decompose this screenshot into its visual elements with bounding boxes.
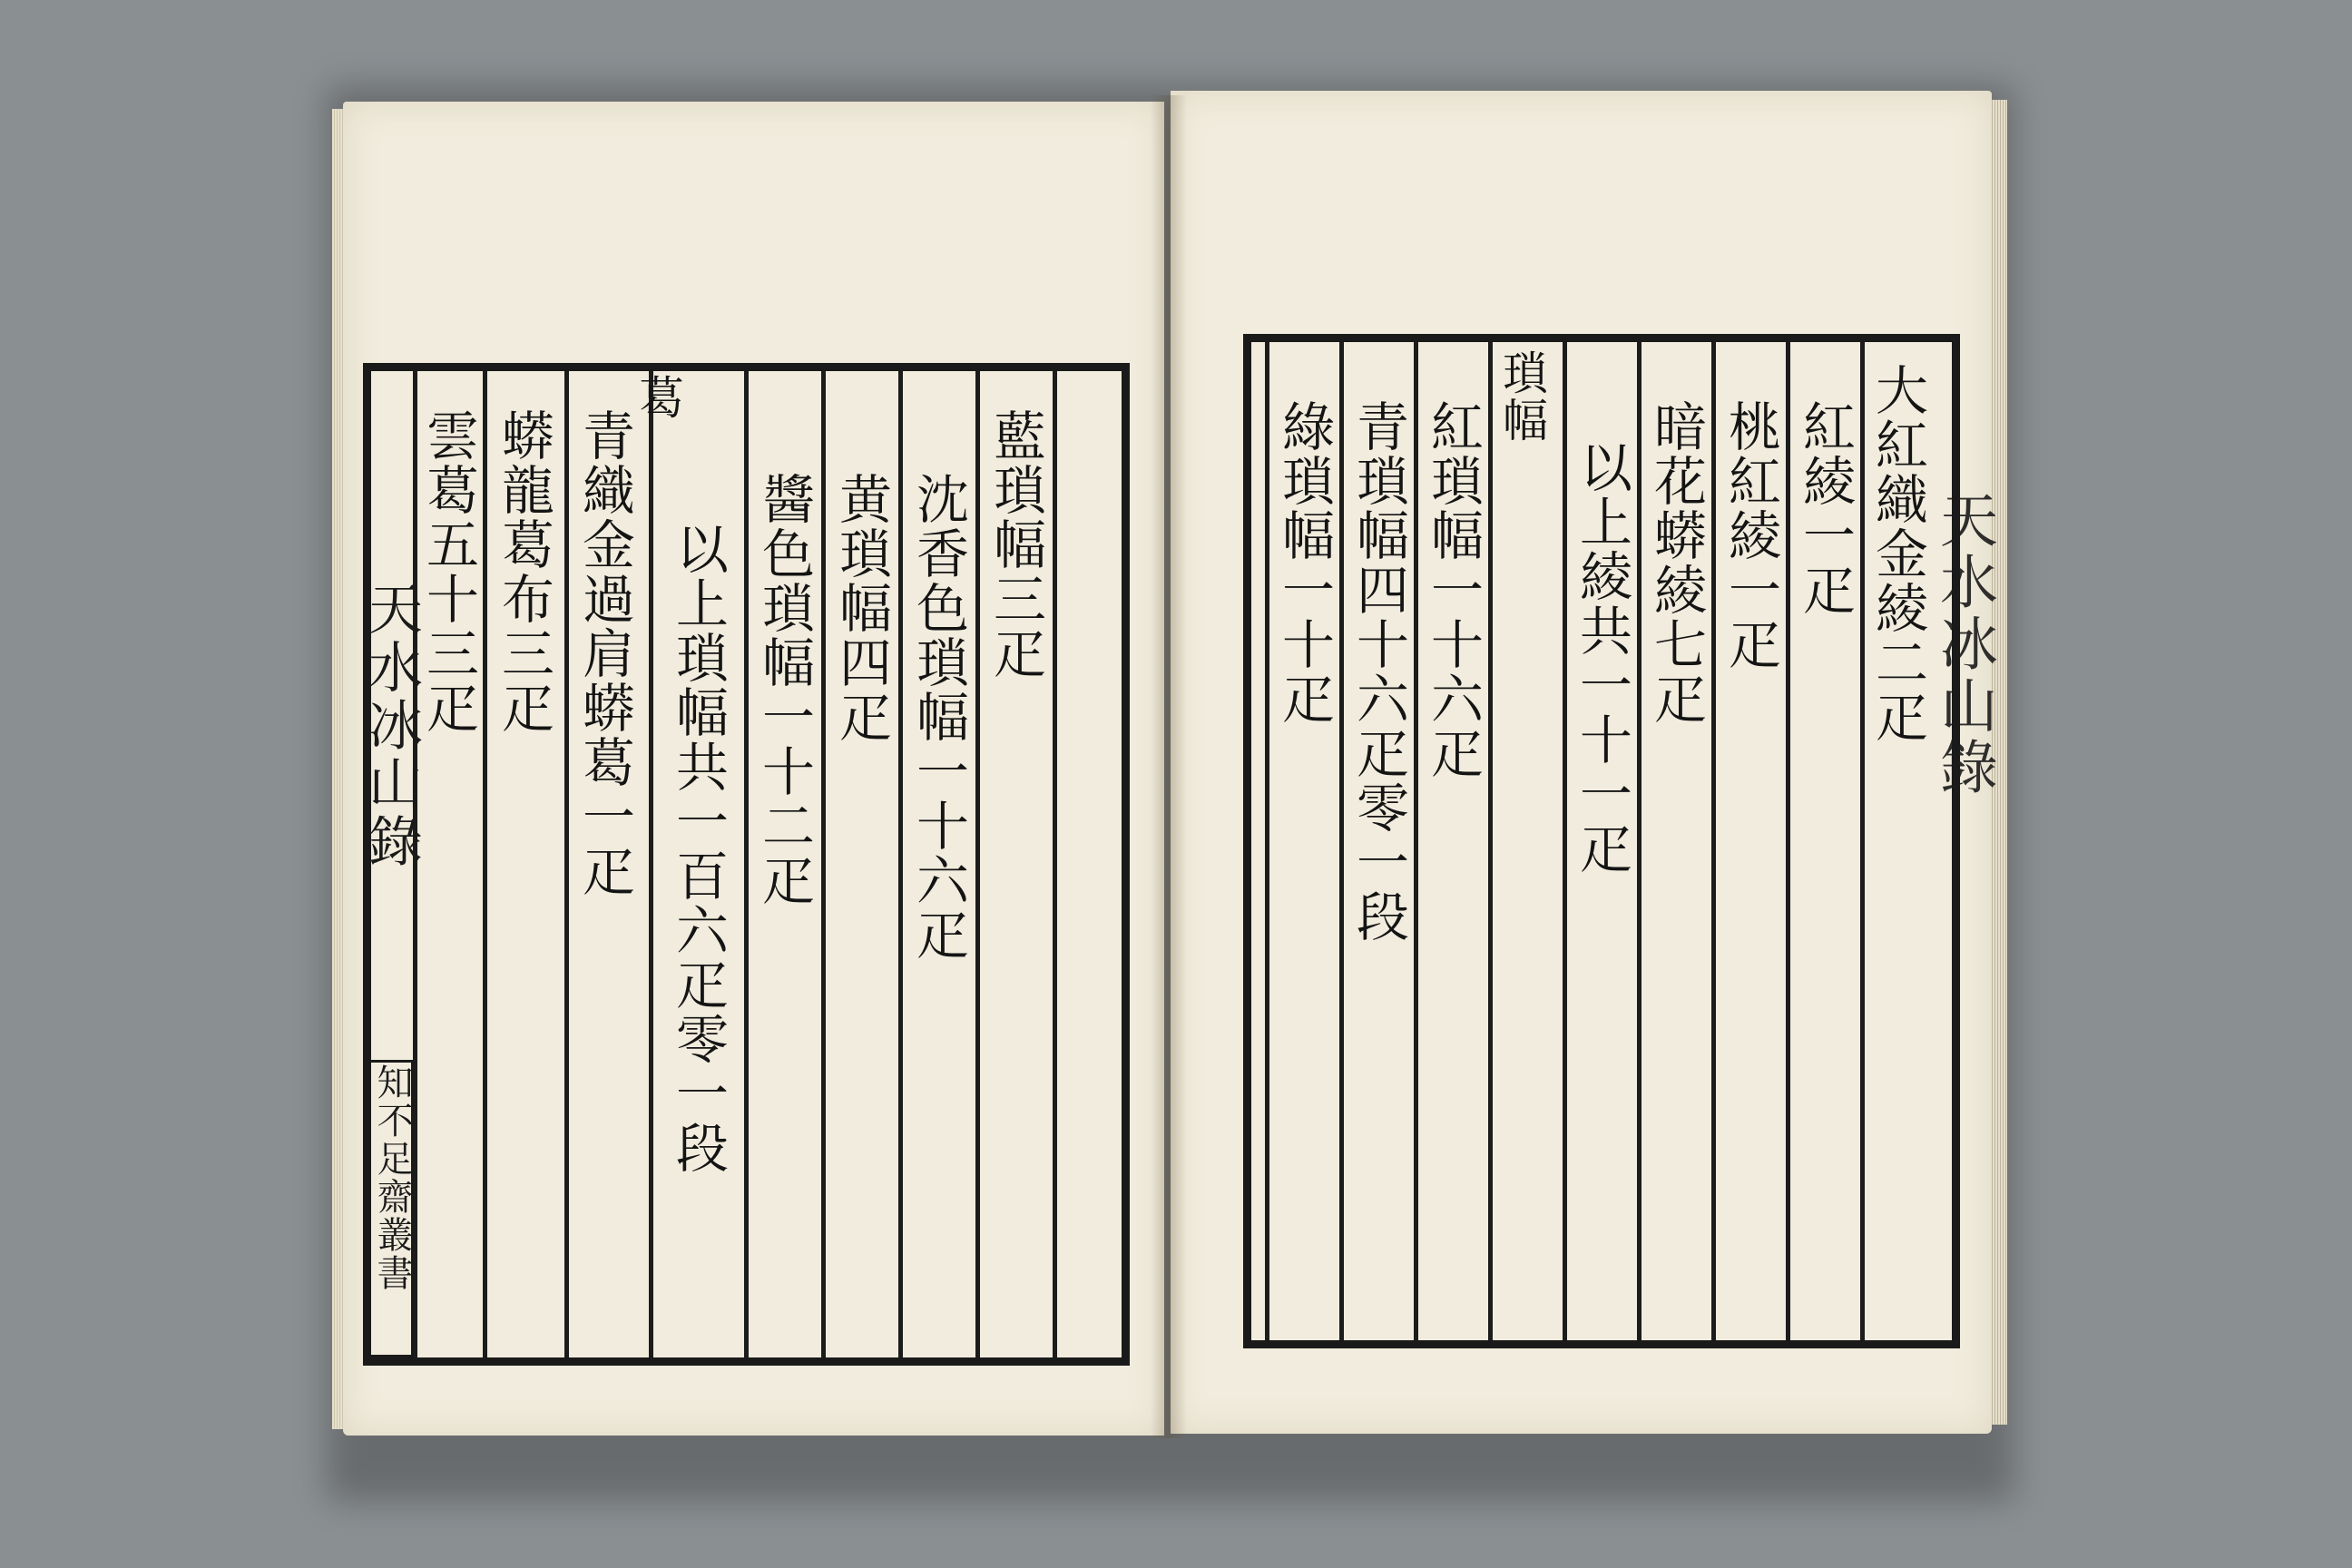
column-rule	[898, 371, 903, 1357]
text-column: 醬色瑣幅一十二疋	[753, 472, 815, 907]
book-gutter	[1151, 95, 1187, 1438]
text-column: 大紅織金綾二疋	[1867, 363, 1928, 744]
column-rule	[1637, 342, 1642, 1340]
column-rule	[1563, 342, 1567, 1340]
text-column: 紅綾一疋	[1794, 399, 1856, 617]
column-rule	[1053, 371, 1057, 1357]
column-rule	[483, 371, 487, 1357]
text-column: 蟒龍葛布三疋	[493, 408, 554, 735]
margin-title-right: 天水冰山錄	[1930, 490, 1997, 799]
text-column: 桃紅綾一疋	[1720, 399, 1781, 671]
column-rule	[1488, 342, 1493, 1340]
column-rule	[1860, 342, 1865, 1340]
column-rule	[1786, 342, 1790, 1340]
column-rule	[744, 371, 749, 1357]
column-rule	[821, 371, 826, 1357]
text-column: 青織金過肩蟒葛一疋	[573, 408, 635, 898]
column-rule	[1414, 342, 1418, 1340]
section-heading: 瑣幅	[1495, 349, 1548, 444]
text-column: 紅瑣幅一十六疋	[1422, 399, 1484, 780]
column-rule	[1711, 342, 1716, 1340]
text-column: 綠瑣幅一十疋	[1273, 399, 1335, 726]
column-rule	[649, 371, 653, 1357]
column-rule	[975, 371, 980, 1357]
text-column: 以上綾共一十一疋	[1571, 440, 1632, 876]
text-column: 青瑣幅四十六疋零一段	[1348, 399, 1409, 944]
text-column: 暗花蟒綾七疋	[1645, 399, 1707, 726]
text-column: 藍瑣幅三疋	[985, 408, 1046, 681]
publisher-label: 知不足齋叢書	[371, 1063, 413, 1292]
column-rule	[1339, 342, 1344, 1340]
text-column: 雲葛五十三疋	[417, 408, 479, 735]
column-rule	[564, 371, 569, 1357]
text-column: 沈香色瑣幅一十六疋	[907, 472, 969, 962]
column-rule	[1265, 342, 1269, 1340]
margin-title: 天水冰山錄	[359, 581, 423, 871]
text-column: 黄瑣幅四疋	[830, 472, 892, 744]
text-column: 以上瑣幅共一百六疋零一段	[667, 522, 729, 1175]
section-heading: 葛	[632, 374, 684, 421]
